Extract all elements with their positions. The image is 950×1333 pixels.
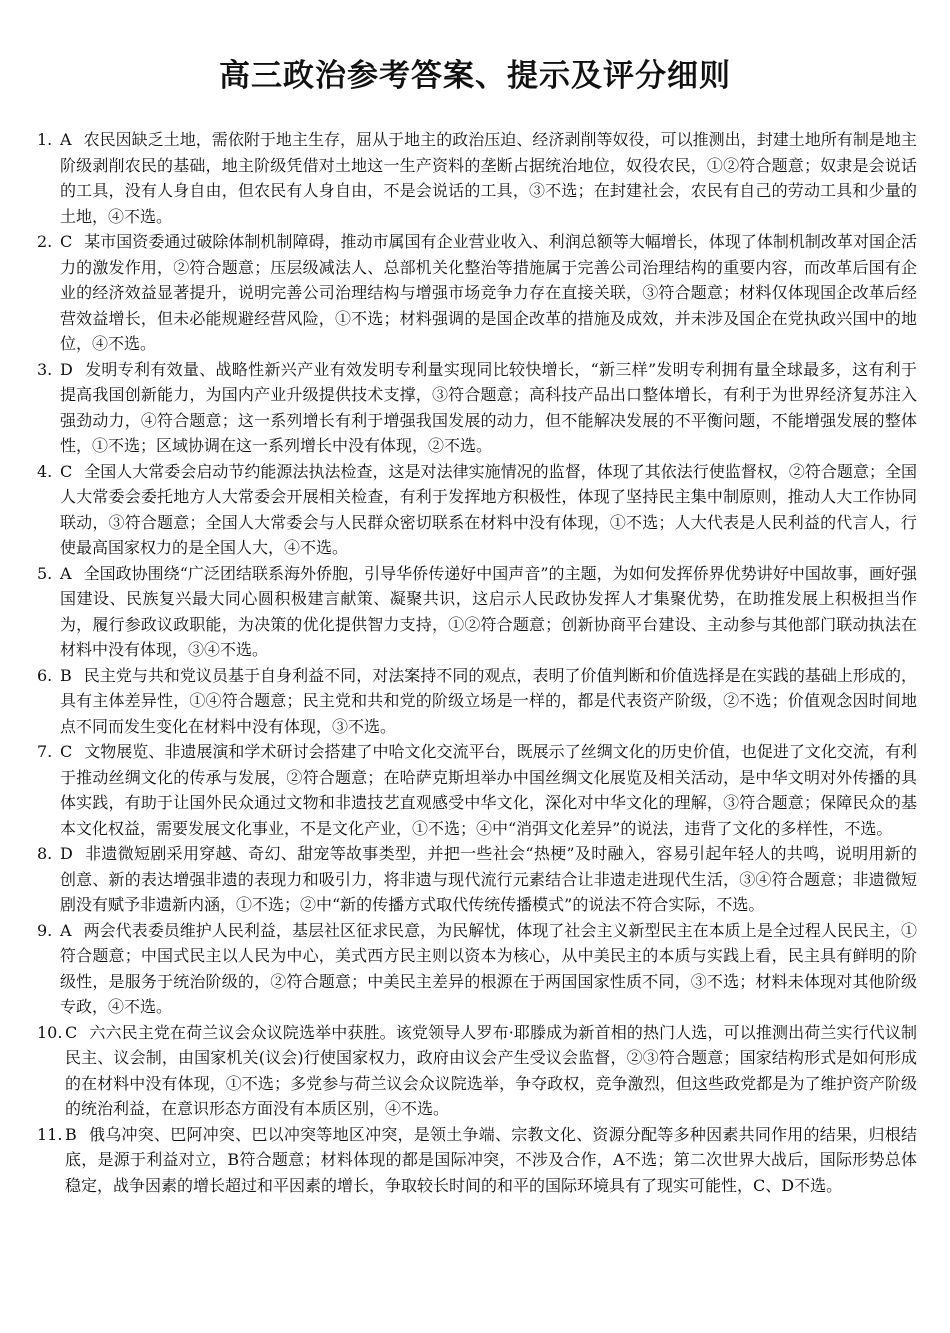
answer-list: [37, 127, 917, 1198]
item-answer: D: [60, 844, 73, 863]
item-answer: A: [60, 130, 72, 149]
item-explanation: 非遗微短剧采用穿越、奇幻、甜宠等故事类型，并把一些社会“热梗”及时融入，容易引起年轻人的共鸣，说明用新的创意、新的表达增强非遗的表现力和吸引力，将非遗与现代流行元素结合让非遗走进现代生活，③④符合题意；非遗微短剧没有赋予非遗新内涵，①不选；②中“新的传播方式取代传统传播模式”的说法不符合实际，不选。: [60, 844, 917, 914]
item-number: 5.: [37, 563, 53, 583]
item-answer: C: [65, 1022, 78, 1042]
item-explanation: 全国人大常委会启动节约能源法执法检查，这是对法律实施情况的监督，体现了其依法行使监督权，②符合题意；全国人大常委会委托地方人大常委会开展相关检查，有利于发挥地方积极性，体现了坚持民主集中制原则，推动人大工作协同联动，③符合题意；全国人大常委会与人民群众密切联系在材料中没有体现，①不选；人大代表是人民利益的代言人，行使最高国家权力的是全国人大，④不选。: [60, 461, 917, 557]
item-explanation: 某市国资委通过破除体制机制障碍，推动市属国有企业营业收入、利润总额等大幅增长，体现了体制机制改革对国企活力的激发作用，②符合题意；压层级减法人、总部机关化整治等措施属于完善公司治理结构的重要内容，而改革后国有企业的经济效益显著提升，说明完善公司治理结构与增强市场竞争力存在直接关联，③符合题意；材料仅体现国企改革后经营效益增长，但未必能规避经营风险，①不选；材料强调的是国企改革的措施及成效，并未涉及国企在党执政兴国中的地位，④不选。: [60, 232, 917, 353]
item-answer: C: [60, 461, 73, 481]
item-explanation: 六六民主党在荷兰议会众议院选举中获胜。该党领导人罗布·耶滕成为新首相的热门人选，可以推测出荷兰实行代议制民主、议会制，由国家机关(议会)行使国家权力，政府由议会产生受议会监督，②③符合题意；国家结构形式是如何形成的在材料中没有体现，①不选；多党参与荷兰议会众议院选举，争夺政权，竞争激烈，但这些政党都是为了维护资产阶级的统治利益，在意识形态方面没有本质区别，④不选。: [65, 1022, 917, 1118]
answer-item-10: [37, 1020, 917, 1122]
answer-item-8: [37, 841, 917, 918]
answer-item-11: [37, 1122, 917, 1199]
item-answer: D: [60, 359, 73, 379]
answer-item-3: [37, 357, 917, 459]
answer-item-4: [37, 459, 917, 561]
page-title: 高三政治参考答案、提示及评分细则: [219, 58, 731, 94]
item-explanation: 俄乌冲突、巴阿冲突、巴以冲突等地区冲突，是领土争端、宗教文化、资源分配等多种因素共同作用的结果，归根结底，是源于利益对立，B符合题意；材料体现的都是国际冲突，不涉及合作，A不选；第二次世界大战后，国际形势总体稳定，战争因素的增长超过和平因素的增长，争取较长时间的和平的国际环境具有了现实可能性，C、D不选。: [65, 1124, 917, 1195]
answer-item-2: [37, 229, 917, 357]
item-number: 1.: [37, 130, 53, 149]
item-answer: C: [60, 742, 73, 761]
item-explanation: 全国政协围绕“广泛团结联系海外侨胞，引导华侨传递好中国声音”的主题，为如何发挥侨界优势讲好中国故事，画好强国建设、民族复兴最大同心圆积极建言献策、凝聚共识，这启示人民政协发挥人才集聚优势，在助推发展上积极担当作为，履行参政议政职能，为决策的优化提供智力支持，①②符合题意；创新协商平台建设、主动参与其他部门联动执法在材料中没有体现，③④不选。: [60, 563, 917, 659]
item-explanation: 两会代表委员维护人民利益，基层社区征求民意，为民解忧，体现了社会主义新型民主在本质上是全过程人民民主，①符合题意；中国式民主以人民为中心，美式西方民主则以资本为核心，从中美民主的本质与实践上看，民主具有鲜明的阶级性，是服务于统治阶级的，②符合题意；中美民主差异的根源在于两国国家性质不同，③不选；材料未体现对其他阶级专政，④不选。: [60, 920, 917, 1016]
item-number: 2.: [37, 232, 53, 251]
item-answer: A: [60, 563, 72, 583]
answer-item-7: [37, 739, 917, 841]
item-number: 6.: [37, 665, 53, 685]
item-answer: C: [60, 232, 73, 251]
item-number: 9.: [37, 920, 53, 940]
item-answer: B: [65, 1124, 77, 1144]
item-explanation: 发明专利有效量、战略性新兴产业有效发明专利量实现同比较快增长，“新三样”发明专利拥有量全球最多，这有利于提高我国创新能力，为国内产业升级提供技术支撑，③符合题意；高科技产品出口整体增长，有利于为世界经济复苏注入强劲动力，④符合题意；这一系列增长有利于增强我国发展的动力，但不能解决发展的不平衡问题，不能增强发展的整体性，①不选；区域协调在这一系列增长中没有体现，②不选。: [60, 359, 917, 455]
answer-item-1: [37, 127, 917, 229]
item-answer: B: [60, 665, 72, 685]
item-number: 10.: [37, 1022, 63, 1042]
item-number: 3.: [37, 359, 53, 379]
answer-item-9: [37, 918, 917, 1020]
item-number: 11.: [37, 1124, 63, 1144]
item-number: 4.: [37, 461, 53, 481]
item-explanation: 文物展览、非遗展演和学术研讨会搭建了中哈文化交流平台，既展示了丝绸文化的历史价值，也促进了文化交流，有利于推动丝绸文化的传承与发展，②符合题意；在哈萨克斯坦举办中国丝绸文化展览及相关活动，是中华文明对外传播的具体实践，有助于让国外民众通过文物和非遗技艺直观感受中华文化，深化对中华文化的理解，③符合题意；保障民众的基本文化权益，需要发展文化事业，不是文化产业，①不选；④中“消弭文化差异”的说法，违背了文化的多样性，不选。: [60, 742, 917, 838]
item-answer: A: [60, 920, 72, 940]
item-number: 7.: [37, 742, 53, 761]
answer-item-6: [37, 663, 917, 740]
answer-item-5: [37, 561, 917, 663]
item-number: 8.: [37, 844, 53, 863]
item-explanation: 农民因缺乏土地，需依附于地主生存，屈从于地主的政治压迫、经济剥削等奴役，可以推测出，封建土地所有制是地主阶级剥削农民的基础，地主阶级凭借对土地这一生产资料的垄断占据统治地位，奴役农民，①②符合题意；奴隶是会说话的工具，没有人身自由，但农民有人身自由，不是会说话的工具，③不选；在封建社会，农民有自己的劳动工具和少量的土地，④不选。: [60, 130, 917, 226]
item-explanation: 民主党与共和党议员基于自身利益不同，对法案持不同的观点，表明了价值判断和价值选择是在实践的基础上形成的，具有主体差异性，①④符合题意；民主党和共和党的阶级立场是一样的，都是代表资产阶级，②不选；价值观念因时间地点不同而发生变化在材料中没有体现，③不选。: [60, 665, 917, 736]
